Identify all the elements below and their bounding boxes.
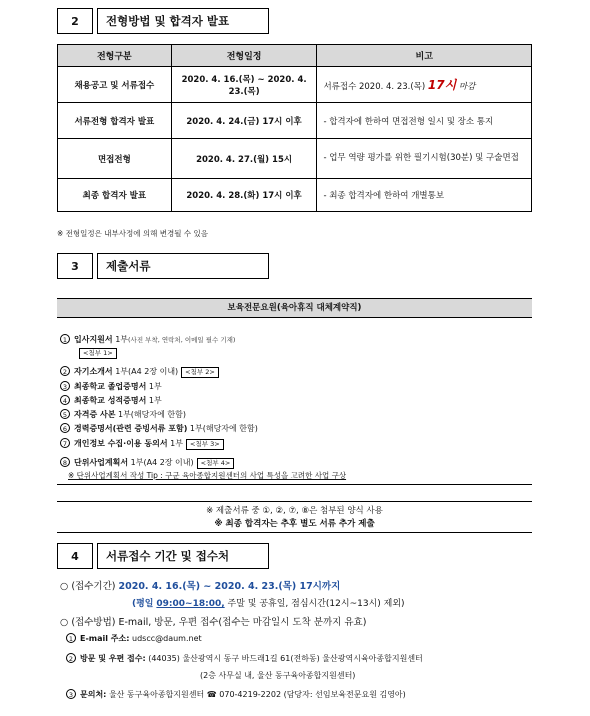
doc-qty: 1부 bbox=[115, 335, 129, 344]
doc-item-1-attachment bbox=[76, 348, 117, 359]
schedule-table bbox=[57, 44, 532, 212]
doc-name: 경력증명서(관련 증빙서류 포함) bbox=[74, 424, 188, 433]
doc-qty: 1부 bbox=[170, 439, 183, 448]
table-row bbox=[58, 103, 532, 139]
type-cell: 채용공고 및 서류접수 bbox=[58, 67, 172, 103]
section-title: 전형방법 및 합격자 발표 bbox=[97, 8, 269, 34]
number-1-icon: 1 bbox=[66, 633, 76, 643]
period-value: 2020. 4. 16.(목) ~ 2020. 4. 23.(목) 17시까지 bbox=[118, 581, 341, 592]
date-cell: 2020. 4. 27.(월) 15시 bbox=[171, 139, 317, 179]
item-number: 5 bbox=[60, 409, 70, 419]
type-cell: 최종 합격자 발표 bbox=[58, 179, 172, 212]
attachment-tag: <첨부 3> bbox=[186, 439, 224, 450]
attachment-tag: <첨부 4> bbox=[197, 458, 235, 469]
table-row bbox=[58, 67, 532, 103]
date-cell: 2020. 4. 16.(목) ~ 2020. 4. 23.(목) bbox=[171, 67, 317, 103]
visit-address: (44035) 울산광역시 동구 바드래1길 61(전하동) 울산광역시육아종합지원센터 bbox=[148, 654, 423, 663]
notice-attachments: ※ 제출서류 중 ①, ②, ⑦, ⑧은 첨부된 양식 사용 bbox=[206, 506, 383, 516]
deadline-time: 17시 bbox=[427, 78, 457, 92]
column-header: 전형구분 bbox=[58, 45, 172, 67]
attachment-tag: <첨부 2> bbox=[181, 367, 219, 378]
weekday-prefix: (평일 bbox=[132, 599, 154, 609]
visit-line bbox=[66, 653, 423, 664]
section-2-header bbox=[57, 8, 269, 34]
method-label: (접수방법) bbox=[71, 617, 116, 628]
doc-name: 단위사업계획서 bbox=[74, 458, 129, 467]
doc-qty: 1부(해당자에 한함) bbox=[117, 410, 186, 419]
doc-item-5 bbox=[60, 409, 186, 420]
visit-address-2: (2층 사무실 내, 울산 동구육아종합지원센터) bbox=[200, 671, 356, 680]
section-3-header bbox=[57, 253, 269, 279]
date-cell: 2020. 4. 24.(금) 17시 이후 bbox=[171, 103, 317, 139]
doc-tip: ※ 단위사업계획서 작성 Tip : 구군 육아종합지원센터의 사업 특성을 고려한 사업 구상 bbox=[68, 471, 347, 480]
weekday-time: 09:00~18:00, bbox=[156, 599, 225, 609]
doc-qty: 1부 bbox=[148, 396, 162, 405]
table-row bbox=[58, 139, 532, 179]
email-line bbox=[66, 633, 202, 644]
doc-name: 자기소개서 bbox=[74, 367, 113, 376]
column-header: 전형일정 bbox=[171, 45, 317, 67]
type-cell: 서류전형 합격자 발표 bbox=[58, 103, 172, 139]
doc-item-3 bbox=[60, 381, 162, 392]
section-title: 서류접수 기간 및 접수처 bbox=[97, 543, 269, 569]
note-cell: - 업무 역량 평가를 위한 필기시험(30분) 및 구술면접 bbox=[317, 139, 532, 179]
number-3-icon: 3 bbox=[66, 689, 76, 699]
number-2-icon: 2 bbox=[66, 653, 76, 663]
item-number: 8 bbox=[60, 457, 70, 467]
doc-item-8 bbox=[60, 457, 234, 469]
note-cell bbox=[317, 67, 532, 103]
item-number: 7 bbox=[60, 438, 70, 448]
item-number: 1 bbox=[60, 334, 70, 344]
period-label: (접수기간) bbox=[71, 581, 116, 592]
doc-name: 최종학교 성적증명서 bbox=[74, 396, 147, 405]
section-4-header bbox=[57, 543, 269, 569]
notice-final: ※ 최종 합격자는 추후 별도 서류 추가 제출 bbox=[214, 519, 375, 529]
table-header-row bbox=[58, 45, 532, 67]
notice-box bbox=[57, 501, 532, 533]
doc-detail: (사진 부착, 연락처, 이메일 필수 기재) bbox=[128, 336, 236, 344]
doc-name: 최종학교 졸업증명서 bbox=[74, 382, 147, 391]
deadline-suffix: 마감 bbox=[458, 82, 476, 92]
method-value: E-mail, 방문, 우편 접수(접수는 마감일시 도착 분까지 유효) bbox=[118, 617, 367, 628]
doc-name: 입사지원서 bbox=[74, 335, 113, 344]
doc-name: 자격증 사본 bbox=[74, 410, 116, 419]
doc-qty: 1부(A4 2장 이내) bbox=[115, 367, 179, 376]
note-cell: - 합격자에 한하여 면접전형 일시 및 장소 통지 bbox=[317, 103, 532, 139]
weekday-exclusions: 주말 및 공휴일, 점심시간(12시~13시) 제외) bbox=[227, 599, 405, 609]
section-number: 3 bbox=[57, 253, 93, 279]
item-number: 3 bbox=[60, 381, 70, 391]
type-cell: 면접전형 bbox=[58, 139, 172, 179]
contact-value: 울산 동구육아종합지원센터 ☎ 070-4219-2202 (담당자: 선임보육전문요원 김영아) bbox=[108, 690, 406, 699]
period-line bbox=[60, 578, 340, 592]
visit-label: 방문 및 우편 접수: bbox=[80, 654, 146, 663]
section-number: 4 bbox=[57, 543, 93, 569]
item-number: 2 bbox=[60, 366, 70, 376]
date-cell: 2020. 4. 28.(화) 17시 이후 bbox=[171, 179, 317, 212]
email-address[interactable]: udscc@daum.net bbox=[132, 634, 202, 643]
weekday-line bbox=[132, 596, 405, 609]
contact-line bbox=[66, 689, 406, 700]
item-number: 4 bbox=[60, 395, 70, 405]
table-row bbox=[58, 179, 532, 212]
doc-name: 개인정보 수집·이용 동의서 bbox=[74, 439, 168, 448]
doc-item-1 bbox=[60, 334, 235, 345]
schedule-footnote: ※ 전형일정은 내부사정에 의해 변경될 수 있음 bbox=[57, 229, 208, 238]
documents-header: 보육전문요원(육아휴직 대체계약직) bbox=[57, 299, 532, 318]
note-cell: - 최종 합격자에 한하여 개별통보 bbox=[317, 179, 532, 212]
note-text: 서류접수 2020. 4. 23.(목) bbox=[323, 82, 426, 92]
attachment-tag: <첨부 1> bbox=[79, 348, 117, 359]
doc-item-2 bbox=[60, 366, 219, 378]
item-number: 6 bbox=[60, 423, 70, 433]
column-header: 비고 bbox=[317, 45, 532, 67]
bullet-icon: ○ bbox=[60, 617, 69, 628]
doc-qty: 1부 bbox=[148, 382, 162, 391]
doc-item-6 bbox=[60, 423, 258, 434]
email-label: E-mail 주소: bbox=[80, 634, 130, 643]
doc-item-4 bbox=[60, 395, 162, 406]
bullet-icon: ○ bbox=[60, 581, 69, 592]
doc-item-7 bbox=[60, 438, 224, 450]
contact-label: 문의처: bbox=[80, 690, 107, 699]
section-title: 제출서류 bbox=[97, 253, 269, 279]
doc-qty: 1부(A4 2장 이내) bbox=[130, 458, 194, 467]
section-number: 2 bbox=[57, 8, 93, 34]
method-line bbox=[60, 614, 366, 628]
doc-qty: 1부(해당자에 한함) bbox=[189, 424, 258, 433]
